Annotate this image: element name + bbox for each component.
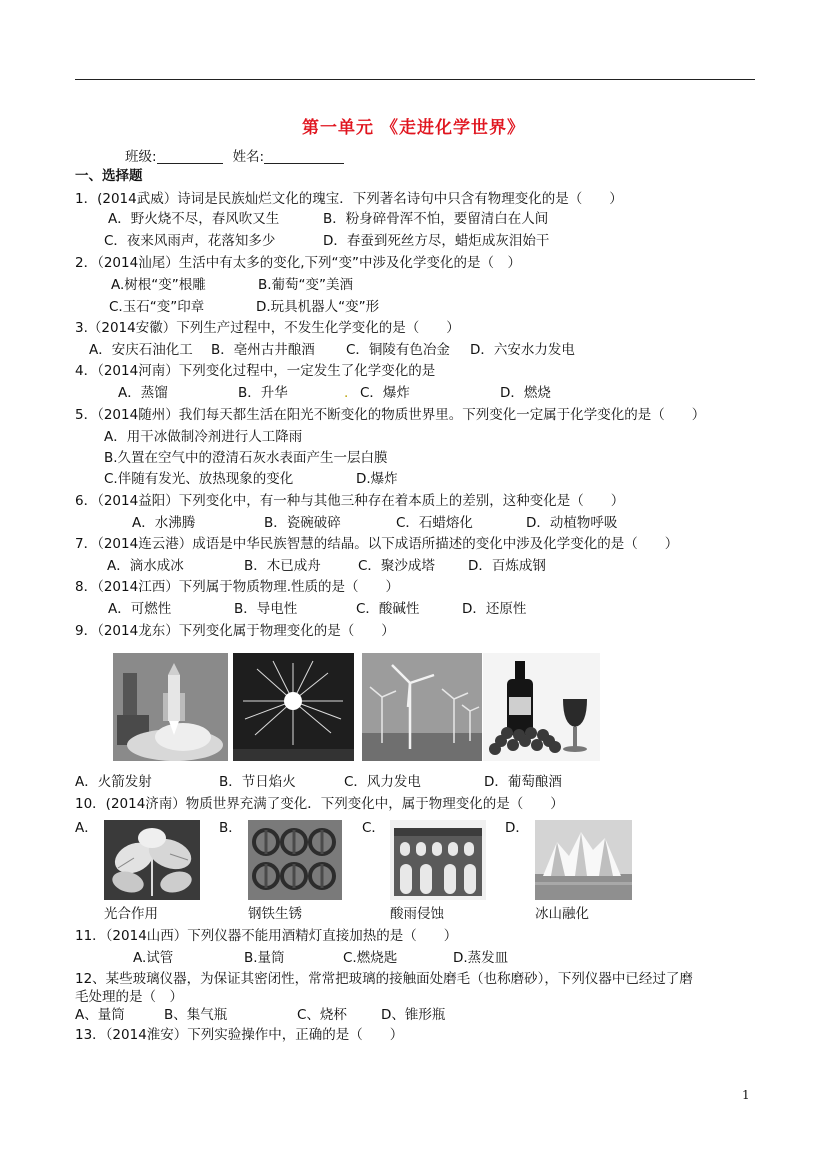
q10-caption-c: 酸雨侵蚀 [390,906,444,922]
q11-option-b[interactable]: B.量筒 [244,950,285,966]
q9-option-b[interactable]: B．节日焰火 [219,774,296,790]
q2-stem: 2．（2014汕尾）生活中有太多的变化,下列“变”中涉及化学变化的是（ ） [75,255,521,271]
q4-option-a[interactable]: A．蒸馏 [118,385,168,401]
q5-option-b[interactable]: B.久置在空气中的澄清石灰水表面产生一层白膜 [104,450,388,466]
q12-option-a[interactable]: A、量筒 [75,1007,125,1023]
q1-option-c[interactable]: C．夜来风雨声，花落知多少 [104,233,276,249]
q10-stem: 10．(2014济南）物质世界充满了变化．下列变化中，属于物理变化的是（ ） [75,796,564,812]
q10-label-a[interactable]: A． [75,820,98,836]
q9-option-a[interactable]: A．火箭发射 [75,774,152,790]
q6-option-c[interactable]: C．石蜡熔化 [396,515,473,531]
q12-stem-line2: 毛处理的是（ ） [75,989,183,1005]
header-rule [75,79,755,80]
q10-caption-a: 光合作用 [104,906,158,922]
rocket-launch-image [113,653,228,761]
q2-option-b[interactable]: B.葡萄“变”美酒 [258,277,354,293]
q5-stem: 5．（2014随州）我们每天都生活在阳光不断变化的物质世界里。下列变化一定属于化学变化的是（ ） [75,407,706,423]
page-number: 1 [742,1088,750,1102]
student-info-line [125,148,344,166]
q4-option-d[interactable]: D．燃烧 [500,385,551,401]
q12-stem-line1: 12、某些玻璃仪器，为保证其密闭性，常常把玻璃的接触面处磨毛（也称磨砂），下列仪器中已经过了磨 [75,971,693,987]
q5-option-a[interactable]: A．用干冰做制冷剂进行人工降雨 [104,429,303,445]
eroded-ruins-image [390,820,486,900]
q8-option-b[interactable]: B．导电性 [234,601,298,617]
q7-option-b[interactable]: B．木已成舟 [244,558,321,574]
q12-option-b[interactable]: B、集气瓶 [164,1007,228,1023]
q8-stem: 8．（2014江西）下列属于物质物理.性质的是（ ） [75,579,399,595]
q1-option-b[interactable]: B．粉身碎骨浑不怕，要留清白在人间 [323,211,549,227]
q1-option-d[interactable]: D．春蚕到死丝方尽，蜡炬成灰泪始干 [323,233,550,249]
q8-option-d[interactable]: D．还原性 [462,601,527,617]
q10-label-b[interactable]: B． [219,820,242,836]
q4-stem: 4．（2014河南）下列变化过程中，一定发生了化学变化的是 [75,363,436,379]
fireworks-image [233,653,354,761]
q2-option-d[interactable]: D.玩具机器人“变”形 [256,299,380,315]
q7-option-a[interactable]: A．滴水成冰 [107,558,184,574]
rusty-chains-image [248,820,342,900]
q5-option-c[interactable]: C.伴随有发光、放热现象的变化 [104,471,294,487]
q10-caption-b: 钢铁生锈 [248,906,302,922]
q3-option-b[interactable]: B．亳州古井酿酒 [211,342,315,358]
q2-option-c[interactable]: C.玉石“变”印章 [109,299,205,315]
q9-stem: 9．（2014龙东）下列变化属于物理变化的是（ ） [75,623,395,639]
q5-option-d[interactable]: D.爆炸 [356,471,398,487]
q6-stem: 6．（2014益阳）下列变化中，有一种与其他三种存在着本质上的差别，这种变化是（ ） [75,493,625,509]
q3-option-d[interactable]: D．六安水力发电 [470,342,575,358]
section-heading: 一、选择题 [75,168,143,184]
q12-option-c[interactable]: C、烧杯 [297,1007,347,1023]
q6-option-d[interactable]: D．动植物呼吸 [526,515,618,531]
class-blank[interactable] [157,149,223,164]
q6-option-b[interactable]: B．瓷碗破碎 [264,515,341,531]
q11-stem: 11．（2014山西）下列仪器不能用酒精灯直接加热的是（ ） [75,928,458,944]
photosynthesis-leaves-image [104,820,200,900]
q9-option-d[interactable]: D．葡萄酿酒 [484,774,562,790]
wine-grapes-image [483,653,600,761]
q4-option-b[interactable]: B．升华 [238,385,288,401]
q10-label-d[interactable]: D． [505,820,529,836]
q7-option-c[interactable]: C．聚沙成塔 [358,558,435,574]
q13-stem: 13．（2014淮安）下列实验操作中，正确的是（ ） [75,1027,404,1043]
name-label: 姓名: [232,149,265,165]
q10-caption-d: 冰山融化 [535,906,589,922]
q8-option-a[interactable]: A．可燃性 [108,601,172,617]
name-blank[interactable] [264,149,344,164]
q11-option-d[interactable]: D.蒸发皿 [453,950,509,966]
q12-option-d[interactable]: D、锥形瓶 [381,1007,446,1023]
class-label: 班级: [125,149,157,165]
q1-stem: 1．(2014武威）诗词是民族灿烂文化的瑰宝．下列著名诗句中只含有物理变化的是（ ） [75,191,623,207]
q4-option-c[interactable]: C．爆炸 [360,385,410,401]
q3-stem: 3.（2014安徽）下列生产过程中，不发生化学变化的是（ ） [75,320,460,336]
q7-stem: 7．（2014连云港）成语是中华民族智慧的结晶。以下成语所描述的变化中涉及化学变化的是（ ） [75,536,679,552]
iceberg-image [535,820,632,900]
q3-option-a[interactable]: A．安庆石油化工 [89,342,193,358]
page-title: 第一单元 《走进化学世界》 [302,118,525,138]
q6-option-a[interactable]: A．水沸腾 [132,515,196,531]
wind-turbines-image [362,653,482,761]
q2-option-a[interactable]: A.树根“变”根雕 [111,277,206,293]
q10-label-c[interactable]: C． [362,820,385,836]
q3-option-c[interactable]: C．铜陵有色冶金 [346,342,450,358]
q4-dot-mark: . [344,385,349,401]
q9-option-c[interactable]: C．风力发电 [344,774,421,790]
q1-option-a[interactable]: A．野火烧不尽，春风吹又生 [108,211,280,227]
q11-option-a[interactable]: A.试管 [133,950,174,966]
q11-option-c[interactable]: C.燃烧匙 [343,950,398,966]
q7-option-d[interactable]: D．百炼成钢 [468,558,546,574]
q8-option-c[interactable]: C．酸碱性 [356,601,420,617]
